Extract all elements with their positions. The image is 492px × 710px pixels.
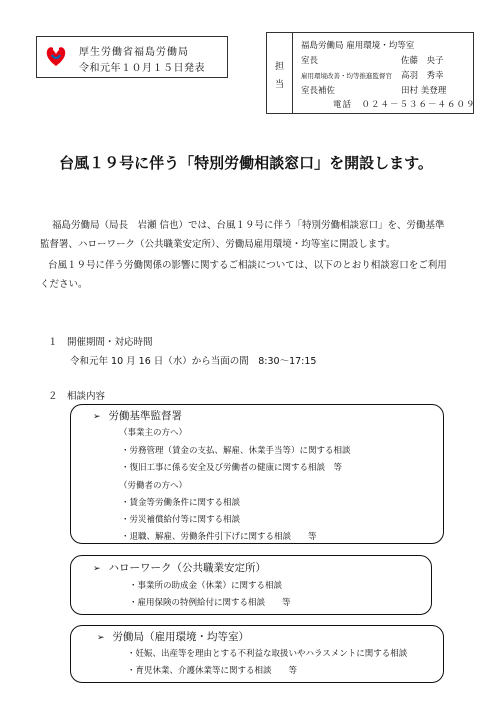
box-line: ・妊娠、出産等を理由とする不利益な取扱いやハラスメントに関する相談 xyxy=(127,649,408,659)
contact-row xyxy=(301,54,444,66)
release-date: 令和元年１０月１５日発表 xyxy=(79,63,205,74)
sender-box xyxy=(36,36,228,78)
contact-header-bottom: 当 xyxy=(275,80,285,90)
section1-detail: 令和元年 10 月 16 日（水）から当面の間 8:30～17:15 xyxy=(70,356,317,367)
box-title xyxy=(93,560,266,575)
box-line: ・復旧工事に係る安全及び労働者の健康に関する相談 等 xyxy=(121,463,343,473)
contact-name: 佐藤 央子 xyxy=(401,56,444,66)
ministry-logo-icon xyxy=(43,43,69,69)
box-line: ・賃金等労働条件に関する相談 xyxy=(121,498,241,508)
contact-role: 室長 xyxy=(301,56,319,66)
contact-name: 高羽 秀幸 xyxy=(401,71,444,81)
intro-line: ください。 xyxy=(40,279,88,290)
box-title-text: 労働局（雇用環境・均等室） xyxy=(112,631,250,643)
contact-department: 福島労働局 雇用環境・均等室 xyxy=(301,41,415,51)
box-line: ・事業所の助成金（休業）に関する相談 xyxy=(129,581,283,591)
consultation-box-hello-work xyxy=(70,555,432,615)
box-title-text: 労働基準監督署 xyxy=(108,410,183,422)
box-title xyxy=(93,408,182,423)
intro-line: 監督署、ハローワーク（公共職業安定所）、労働局雇用環境・均等室に開設します。 xyxy=(40,239,396,250)
contact-role: 室長補佐 xyxy=(301,86,336,96)
consultation-box-labor-bureau xyxy=(70,625,444,683)
page-title: 台風１９号に伴う「特別労働相談窓口」を開設します。 xyxy=(59,154,433,172)
box-line: ・育児休業、介護休業等に関する相談 等 xyxy=(127,666,298,676)
arrow-right-icon: ➢ xyxy=(93,412,101,422)
arrow-right-icon: ➢ xyxy=(93,564,101,574)
contact-row xyxy=(301,84,447,96)
arrow-right-icon: ➢ xyxy=(97,633,105,643)
box-title xyxy=(97,629,249,644)
section2-heading: ２ 相談内容 xyxy=(48,391,106,402)
sender-organization: 厚生労働省福島労働局 xyxy=(79,47,189,58)
contact-header-top: 担 xyxy=(275,62,285,72)
intro-line: 台風１９号に伴う労働関係の影響に関するご相談については、以下のとおり相談窓口をご利用 xyxy=(48,260,447,271)
intro-line: 福島労働局（局長 岩瀬 信也）では、台風１９号に伴う「特別労働相談窓口」を、労働基準 xyxy=(52,220,445,231)
box-line: ・退職、解雇、労働条件引下げに関する相談 等 xyxy=(121,532,317,542)
contact-name: 田村 美登理 xyxy=(401,86,447,96)
contact-table xyxy=(266,32,474,114)
contact-header xyxy=(267,33,293,113)
section1-heading: １ 開催期間・対応時間 xyxy=(48,337,153,348)
contact-row xyxy=(301,71,444,81)
contact-phone: 電話 ０２４－５３６－４６０９ xyxy=(333,100,476,110)
box-title-text: ハローワーク（公共職業安定所） xyxy=(108,562,267,574)
box-line: （事業主の方へ） xyxy=(119,428,188,438)
box-line: （労働者の方へ） xyxy=(119,481,188,491)
box-line: ・労災補償給付等に関する相談 xyxy=(121,515,241,525)
consultation-box-labor-standards xyxy=(70,404,444,544)
box-line: ・労務管理（賃金の支払、解雇、休業手当等）に関する相談 xyxy=(121,446,351,456)
contact-role: 雇用環境改善・均等推進監督官 xyxy=(301,72,392,80)
box-line: ・雇用保険の特例給付に関する相談 等 xyxy=(129,598,291,608)
